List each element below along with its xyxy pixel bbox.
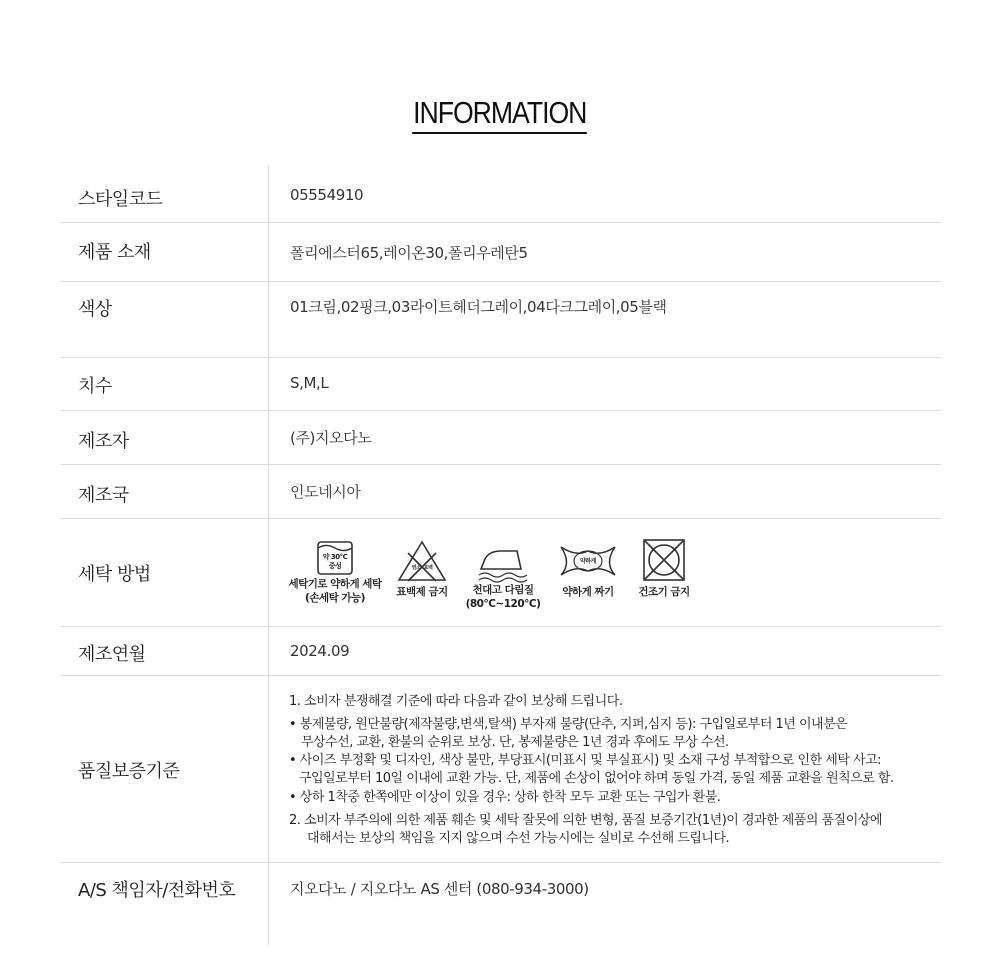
quality-line: 대해서는 보상의 책임을 지지 않으며 수선 가능시에는 실비로 수선해 드립니다. xyxy=(307,831,730,846)
row-style-code xyxy=(61,169,941,223)
washing-label: 세탁 방법 xyxy=(78,564,151,585)
quality-line: • 상하 1착중 한쪽에만 이상이 있을 경우: 상하 한착 모두 교환 또는 구입가 환불. xyxy=(289,790,721,805)
care-bleach-line1: 표백제 금지 xyxy=(396,586,448,598)
wring-gentle-text: 약하게 xyxy=(580,558,596,565)
quality-label: 품질보증기준 xyxy=(78,761,180,782)
care-dryer-line1: 건조기 금지 xyxy=(638,586,690,598)
row-country xyxy=(61,465,941,519)
wash-neutral-text: 중성 xyxy=(328,562,342,570)
wash-temp-text: 약 30°C xyxy=(322,553,348,561)
care-iron-line2: (80°C~120°C) xyxy=(465,598,541,610)
size-label: 치수 xyxy=(78,376,112,397)
style-code-value: 05554910 xyxy=(290,186,364,204)
material-label: 제품 소재 xyxy=(78,242,151,263)
bleach-text: 표백 xyxy=(423,565,433,571)
color-label: 색상 xyxy=(78,299,112,320)
date-label: 제조연월 xyxy=(78,644,146,665)
care-wring-line1: 약하게 짜기 xyxy=(562,586,614,598)
care-wash-line2: (손세탁 가능) xyxy=(305,592,365,604)
row-date xyxy=(61,627,941,676)
color-value: 01크림,02핑크,03라이트헤더그레이,04다크그레이,05블랙 xyxy=(290,298,667,316)
row-color xyxy=(61,282,941,358)
page-title-wrap xyxy=(0,95,1000,134)
style-code-label: 스타일코드 xyxy=(78,189,163,210)
country-label: 제조국 xyxy=(78,485,129,506)
quality-line: 1. 소비자 분쟁해결 기준에 따라 다음과 같이 보상해 드립니다. xyxy=(289,694,623,709)
row-washing xyxy=(61,519,941,627)
row-size xyxy=(61,358,941,411)
row-maker xyxy=(61,411,941,465)
care-wash-line1: 세탁기로 약하게 세탁 xyxy=(288,578,382,590)
as-label: A/S 책임자/전화번호 xyxy=(78,880,236,901)
date-value: 2024.09 xyxy=(290,642,350,660)
care-item-iron xyxy=(463,539,543,611)
size-value: S,M,L xyxy=(290,374,329,392)
quality-line: 2. 소비자 부주의에 의한 제품 훼손 및 세탁 잘못에 의한 변형, 품질 보증기간(1년)이 경과한 제품의 품질이상에 xyxy=(289,813,882,828)
washing-tub-icon xyxy=(315,537,355,577)
country-value: 인도네시아 xyxy=(290,483,361,501)
care-iron-line1: 천대고 다림질 xyxy=(472,584,534,596)
as-value: 지오다노 / 지오다노 AS 센터 (080-934-3000) xyxy=(290,880,589,898)
no-tumble-dry-icon xyxy=(641,537,687,583)
care-item-wring xyxy=(553,541,623,599)
maker-value: (주)지오다노 xyxy=(290,429,372,447)
quality-line: • 사이즈 부정확 및 디자인, 색상 불만, 부당표시(미표시 및 부실표시) 및 소재 구성 부적합으로 인한 세탁 사고: xyxy=(289,753,882,768)
wring-icon xyxy=(558,541,618,581)
bleach-chlorine-text: 염소 xyxy=(411,565,421,571)
row-quality xyxy=(61,676,941,863)
care-item-dryer xyxy=(631,537,697,599)
quality-line: 구입일로부터 10일 이내에 교환 가능. 단, 제품에 손상이 없어야 하며 동일 가격, 동일 제품 교환을 원칙으로 함. xyxy=(299,771,894,786)
page-title: INFORMATION xyxy=(412,95,587,134)
care-item-bleach xyxy=(388,539,456,599)
no-bleach-icon xyxy=(396,539,448,583)
row-material xyxy=(61,223,941,282)
quality-line: 무상수선, 교환, 환불의 순위로 보상. 단, 봉제불량은 1년 경과 후에도 무상 수선. xyxy=(301,735,729,750)
maker-label: 제조자 xyxy=(78,431,129,452)
material-value: 폴리에스터65,레이온30,폴리우레탄5 xyxy=(290,244,528,262)
iron-icon xyxy=(475,539,531,583)
row-as xyxy=(61,863,941,945)
quality-line: • 봉제불량, 원단불량(제작불량,변색,탈색) 부자재 불량(단추, 지퍼,심지 등): 구입일로부터 1년 이내분은 xyxy=(289,717,848,732)
care-item-wash xyxy=(283,537,387,605)
